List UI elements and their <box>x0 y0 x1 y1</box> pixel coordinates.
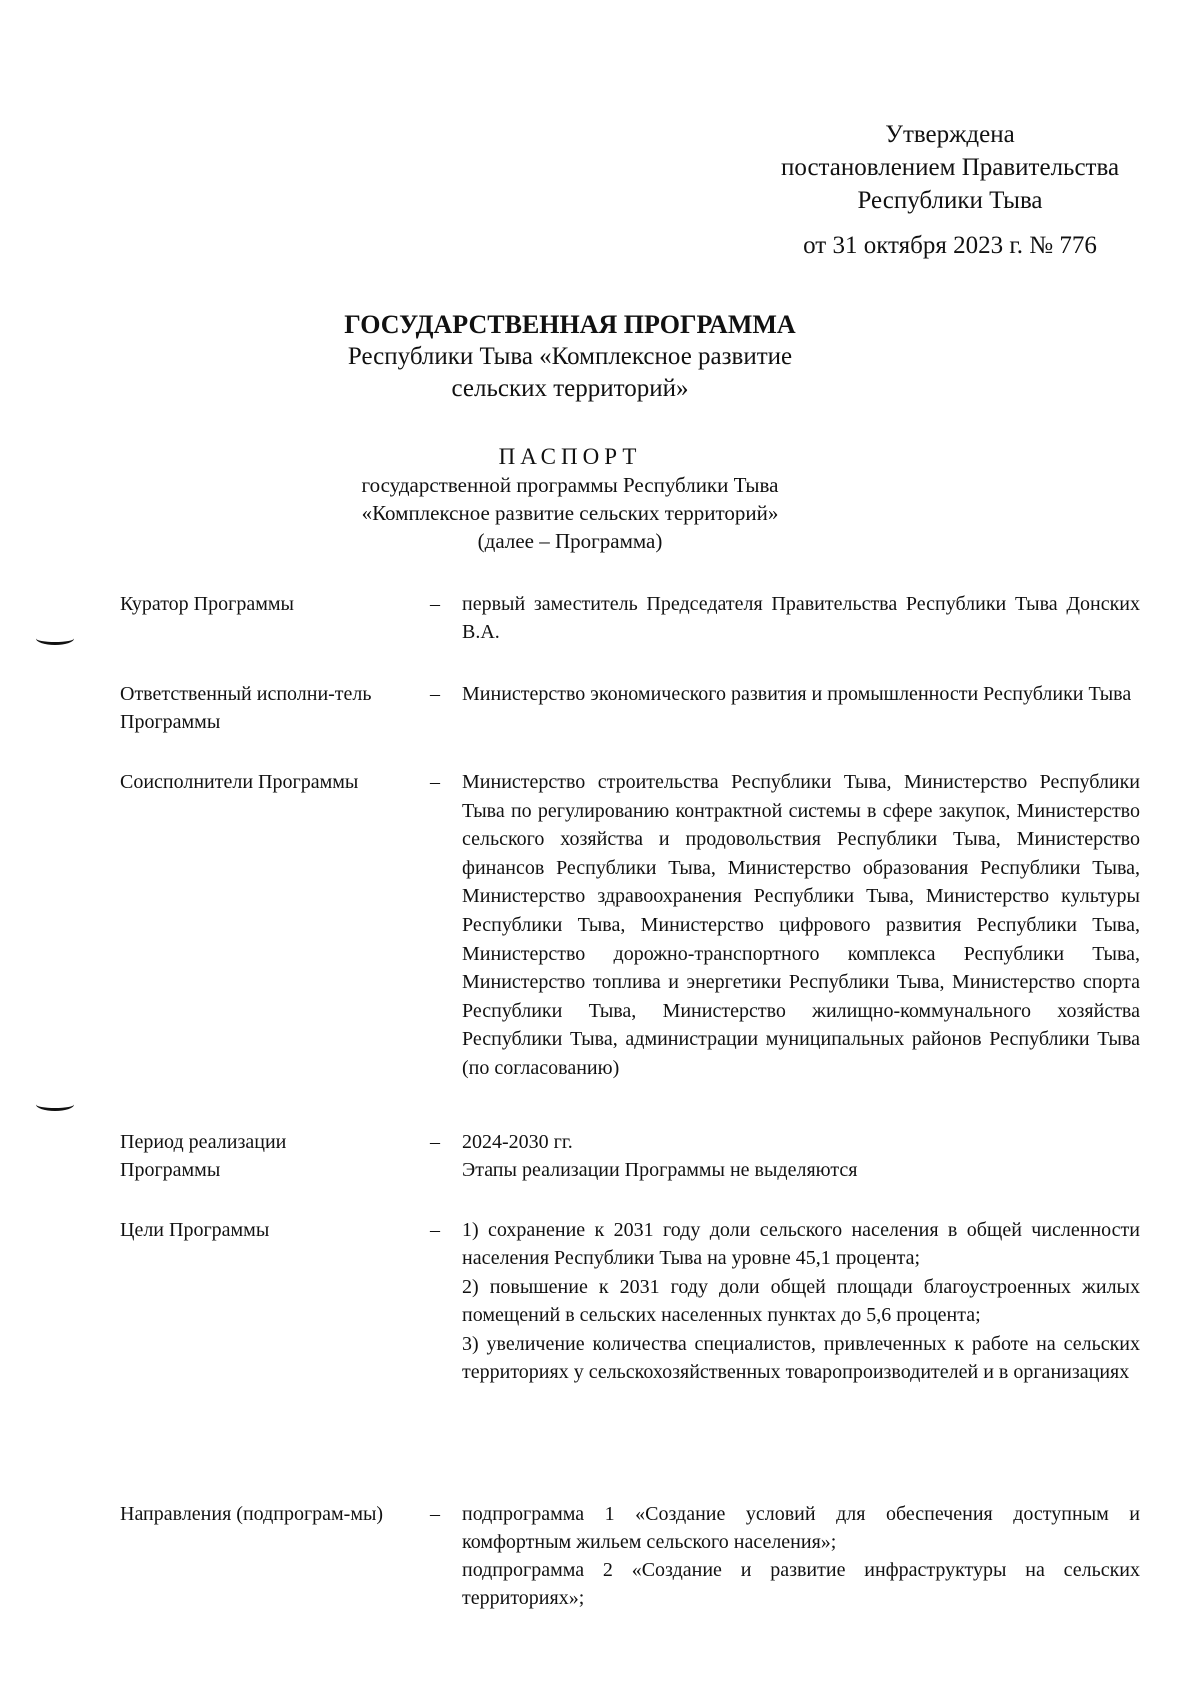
program-title-line-2: Республики Тыва «Комплексное развитие <box>347 343 793 370</box>
field-value-line: Этапы реализации Программы не выделяются <box>462 1159 858 1181</box>
program-title-main: ГОСУДАРСТВЕННАЯ ПРОГРАММА <box>344 310 796 339</box>
field-value <box>462 1500 1140 1612</box>
field-value <box>462 1128 1140 1184</box>
field-value-line: 1) сохранение к 2031 году доли сельского населения в общей численности населения Республики Тыва на уровне 45,1 процента; <box>462 1219 1140 1270</box>
approval-line-3: Республики Тыва <box>857 187 1043 214</box>
field-label: Куратор Программы <box>120 593 294 615</box>
field-dash: – <box>430 1219 440 1241</box>
passport-line-3: «Комплексное развитие сельских территорий» <box>361 501 779 525</box>
field-dash: – <box>430 1503 440 1525</box>
field-dash: – <box>430 771 440 793</box>
approval-line-1: Утверждена <box>885 121 1015 148</box>
field-value: Министерство экономического развития и промышленности Республики Тыва <box>462 683 1132 705</box>
field-value-line: подпрограмма 2 «Создание и развитие инфраструктуры на сельских территориях»; <box>462 1559 1140 1609</box>
field-value: Министерство строительства Республики Тыва, Министерство Республики Тыва по регулированию контрактной системы в сфере закупок, Министерство сельского хозяйства и продовольствия Республики Тыва, Министерство финансов Республики Тыва, Министерство образования Республики Тыва, Министерство здравоохранения Республики Тыва, Министерство культуры Республики Тыва, Министерство цифрового развития Республики Тыва, Министерство дорожно-транспортного комплекса Республики Тыва, Министерство топлива и энергетики Республики Тыва, Министерство спорта Республики Тыва, Министерство жилищно-коммунального хозяйства Республики Тыва, администрации муниципальных районов Республики Тыва (по согласованию) <box>462 771 1140 1079</box>
field-label: Ответственный исполни-тель Программы <box>120 683 372 733</box>
field-value: первый заместитель Председателя Правительства Республики Тыва Донских В.А. <box>462 593 1140 643</box>
field-value <box>462 1216 1140 1386</box>
passport-title: ПАСПОРТ <box>498 444 642 469</box>
program-title <box>270 309 870 405</box>
passport-heading <box>270 443 870 555</box>
field-value-line: подпрограмма 1 «Создание условий для обеспечения доступным и комфортным жильем сельского населения»; <box>462 1503 1140 1553</box>
field-value-line: 3) увеличение количества специалистов, привлеченных к работе на сельских территориях у сельскохозяйственных товаропроизводителей и в организациях <box>462 1332 1140 1384</box>
scan-hole-mark <box>36 1098 74 1111</box>
approval-stamp <box>750 118 1150 262</box>
scan-hole-mark <box>36 632 74 645</box>
field-dash: – <box>430 1131 440 1153</box>
field-dash: – <box>430 683 440 705</box>
program-title-line-3: сельских территорий» <box>451 375 689 402</box>
passport-line-4: (далее – Программа) <box>477 529 663 553</box>
passport-line-2: государственной программы Республики Тыва <box>361 473 779 497</box>
field-label: Соисполнители Программы <box>120 771 359 793</box>
field-dash: – <box>430 593 440 615</box>
field-label: Цели Программы <box>120 1219 270 1241</box>
field-label: Период реализации Программы <box>120 1131 287 1181</box>
approval-line-2: постановлением Правительства <box>780 154 1120 181</box>
approval-date: от 31 октября 2023 г. № 776 <box>803 232 1097 259</box>
field-label: Направления (подпрограм-мы) <box>120 1503 384 1525</box>
field-value-line: 2) повышение к 2031 году доли общей площади благоустроенных жилых помещений в сельских населенных пунктах до 5,6 процента; <box>462 1275 1140 1327</box>
field-value-line: 2024-2030 гг. <box>462 1131 573 1153</box>
